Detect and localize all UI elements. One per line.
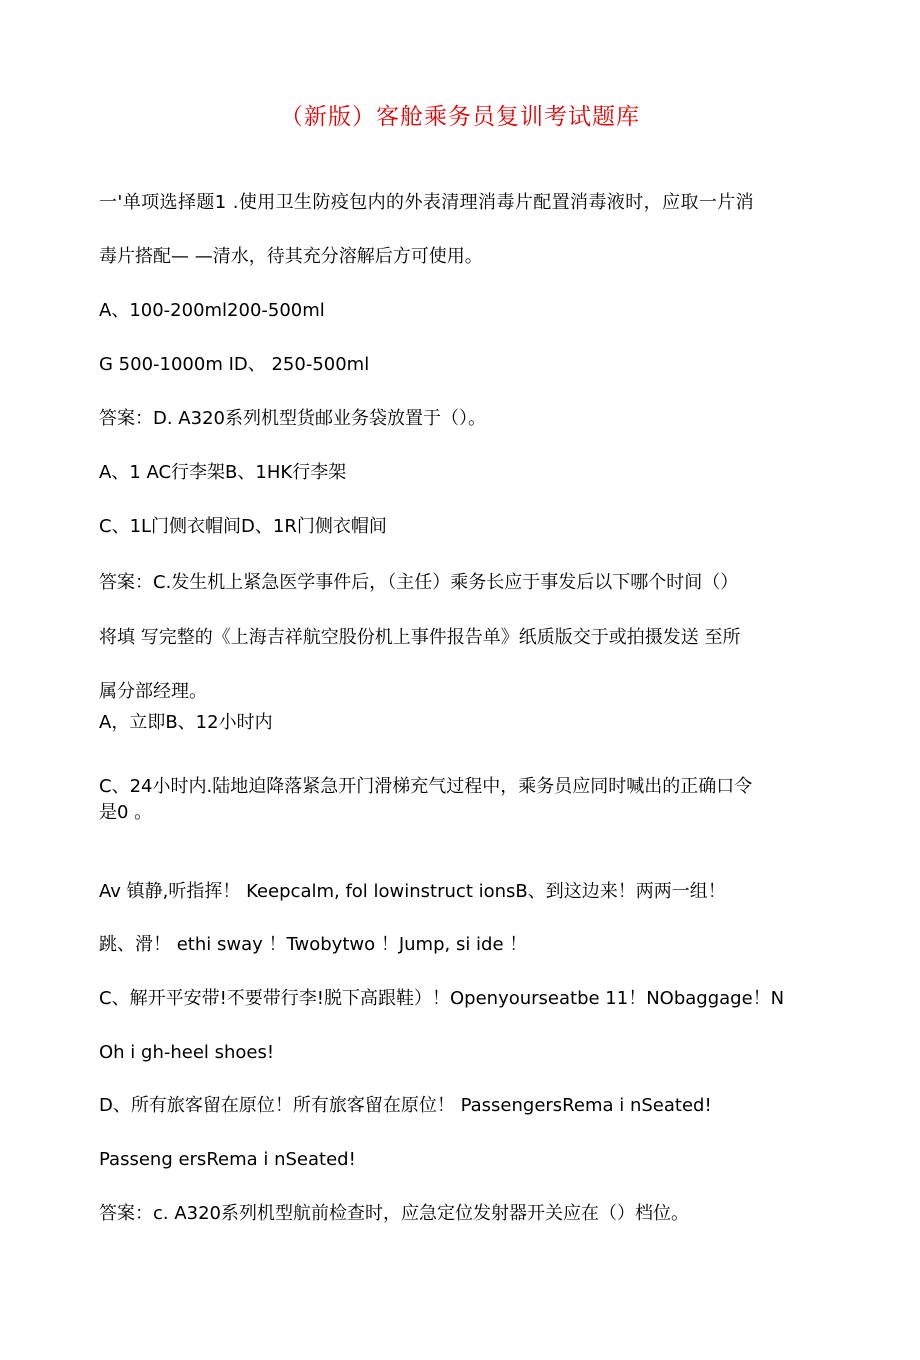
question-1-options-cd: G 500-1000m ID、 250-500ml bbox=[99, 354, 370, 375]
page-title: （新版）客舱乘务员复训考试题库 bbox=[280, 104, 640, 130]
question-4-option-b: 跳、滑！ ethi sway ！Twobytwo ！Jump, si ide ！ bbox=[99, 934, 528, 955]
answer-4-question-5: 答案：c. A320系列机型航前检查时，应急定位发射器开关应在（）档位。 bbox=[99, 1203, 690, 1224]
question-4-option-c: C、解开平安带!不要带行李!脱下高跟鞋）！Openyourseatbe 11！NObaggage！N bbox=[99, 988, 785, 1009]
question-3-line-2: 将填 写完整的《上海吉祥航空股份机上事件报告单》纸质版交于或拍摄发送 至所 bbox=[99, 627, 741, 648]
answer-1-question-2: 答案：D. A320系列机型货邮业务袋放置于（）。 bbox=[99, 408, 486, 429]
question-4-option-d: D、所有旅客留在原位！所有旅客留在原位！ PassengersRema i nSeated! bbox=[99, 1095, 712, 1116]
question-4-option-a: Av 镇静,听指挥！ Keepcalm, fol lowinstruct ionsB、到这边来！两两一组！ bbox=[99, 881, 726, 902]
question-1-line-1: 一'单项选择题1 .使用卫生防疫包内的外表清理消毒片配置消毒液时，应取一片消 bbox=[99, 192, 755, 213]
answer-2-question-3-line-1: 答案：C.发生机上紧急医学事件后，（主任）乘务长应于事发后以下哪个时间（） bbox=[99, 572, 739, 593]
question-1-options-ab: A、100-200ml200-500ml bbox=[99, 300, 325, 321]
question-2-options-cd: C、1L门侧衣帽间D、1R门侧衣帽间 bbox=[99, 516, 387, 537]
question-3-option-c-question-4: C、24小时内.陆地迫降落紧急开门滑梯充气过程中，乘务员应同时喊出的正确口令 bbox=[99, 776, 753, 797]
question-2-options-ab: A、1 AC行李架B、1HK行李架 bbox=[99, 462, 347, 483]
question-3-options-ab: A，立即B、12小时内 bbox=[99, 712, 273, 733]
question-3-line-3: 属分部经理。 bbox=[99, 681, 207, 702]
question-4-line-2: 是0 。 bbox=[99, 802, 153, 823]
question-1-line-2: 毒片搭配— —清水，待其充分溶解后方可使用。 bbox=[99, 246, 483, 267]
question-4-option-c-cont: Oh i gh-heel shoes! bbox=[99, 1042, 275, 1063]
question-4-option-d-cont: Passeng ersRema i nSeated! bbox=[99, 1149, 356, 1170]
